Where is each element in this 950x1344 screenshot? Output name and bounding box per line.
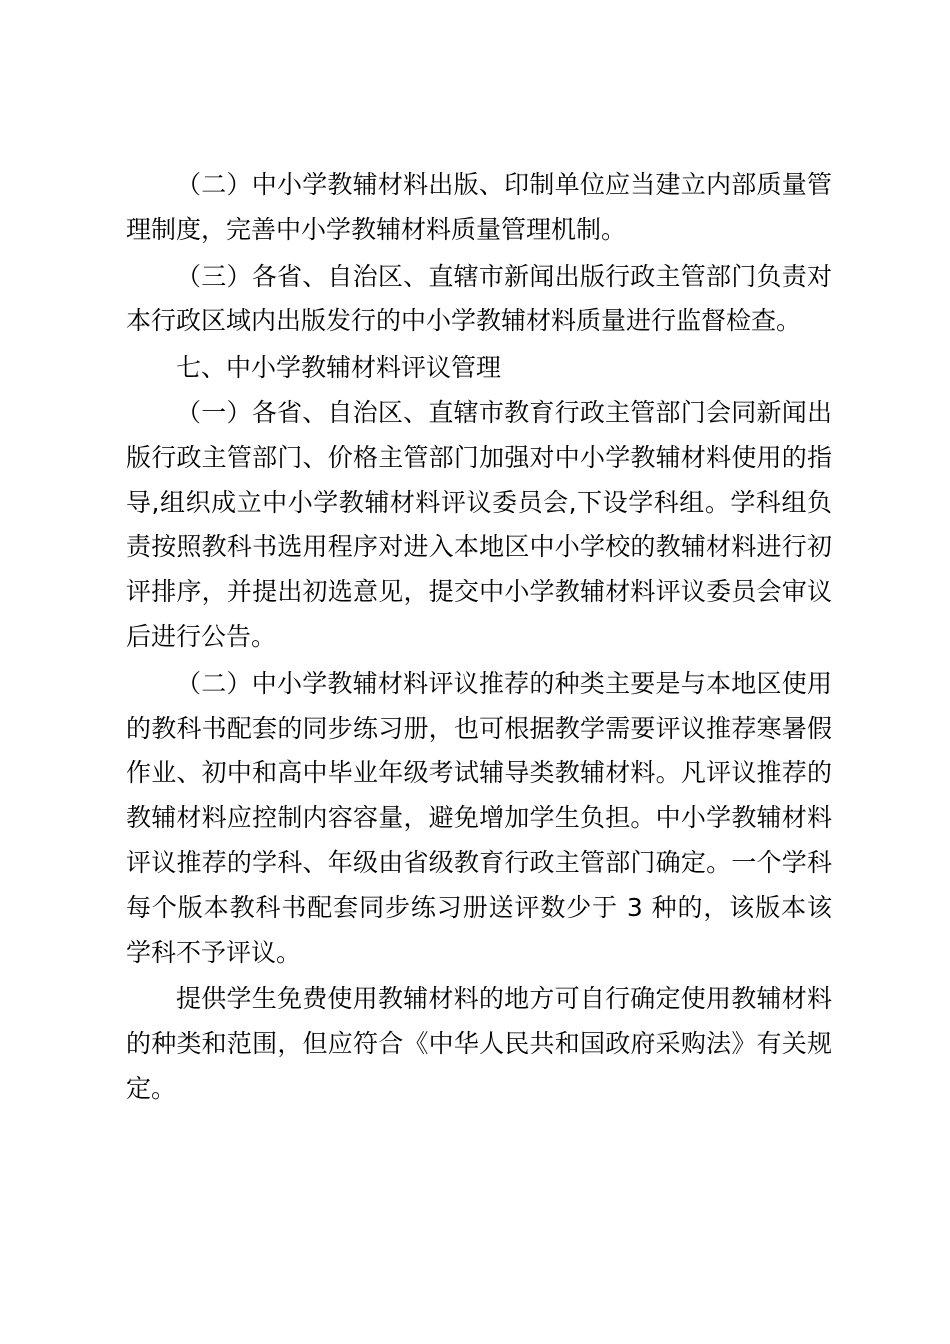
- paragraph-free-materials: 提供学生免费使用教辅材料的地方可自行确定使用教辅材料的种类和范围，但应符合《中华人民共和国政府采购法》有关规定。: [126, 984, 832, 1103]
- section-heading-review-management: 七、中小学教辅材料评议管理: [176, 353, 502, 383]
- document-body: [126, 163, 832, 1114]
- paragraph-publisher-quality-system: （二）中小学教辅材料出版、印制单位应当建立内部质量管理制度，完善中小学教辅材料质量管理机制。: [126, 170, 832, 244]
- paragraph-review-committee: （一）各省、自治区、直辖市教育行政主管部门会同新闻出版行政主管部门、价格主管部门加强对中小学教辅材料使用的指导,组织成立中小学教辅材料评议委员会,下设学科组。学科组负责按照教科书选用程序对进入本地区中小学校的教辅材料进行初评排序，并提出初选意见，提交中小学教辅材料评议委员会审议后进行公告。: [126, 397, 832, 651]
- paragraph-provincial-supervision: （三）各省、自治区、直辖市新闻出版行政主管部门负责对本行政区域内出版发行的中小学教辅材料质量进行监督检查。: [126, 261, 832, 336]
- paragraph-review-scope: （二）中小学教辅材料评议推荐的种类主要是与本地区使用的教科书配套的同步练习册，也可根据教学需要评议推荐寒暑假作业、初中和高中毕业年级考试辅导类教辅材料。凡评议推荐的教辅材料应控制内容容量，避免增加学生负担。中小学教辅材料评议推荐的学科、年级由省级教育行政主管部门确定。一个学科每个版本教科书配套同步练习册送评数少于 3 种的，该版本该学科不予评议。: [126, 668, 832, 967]
